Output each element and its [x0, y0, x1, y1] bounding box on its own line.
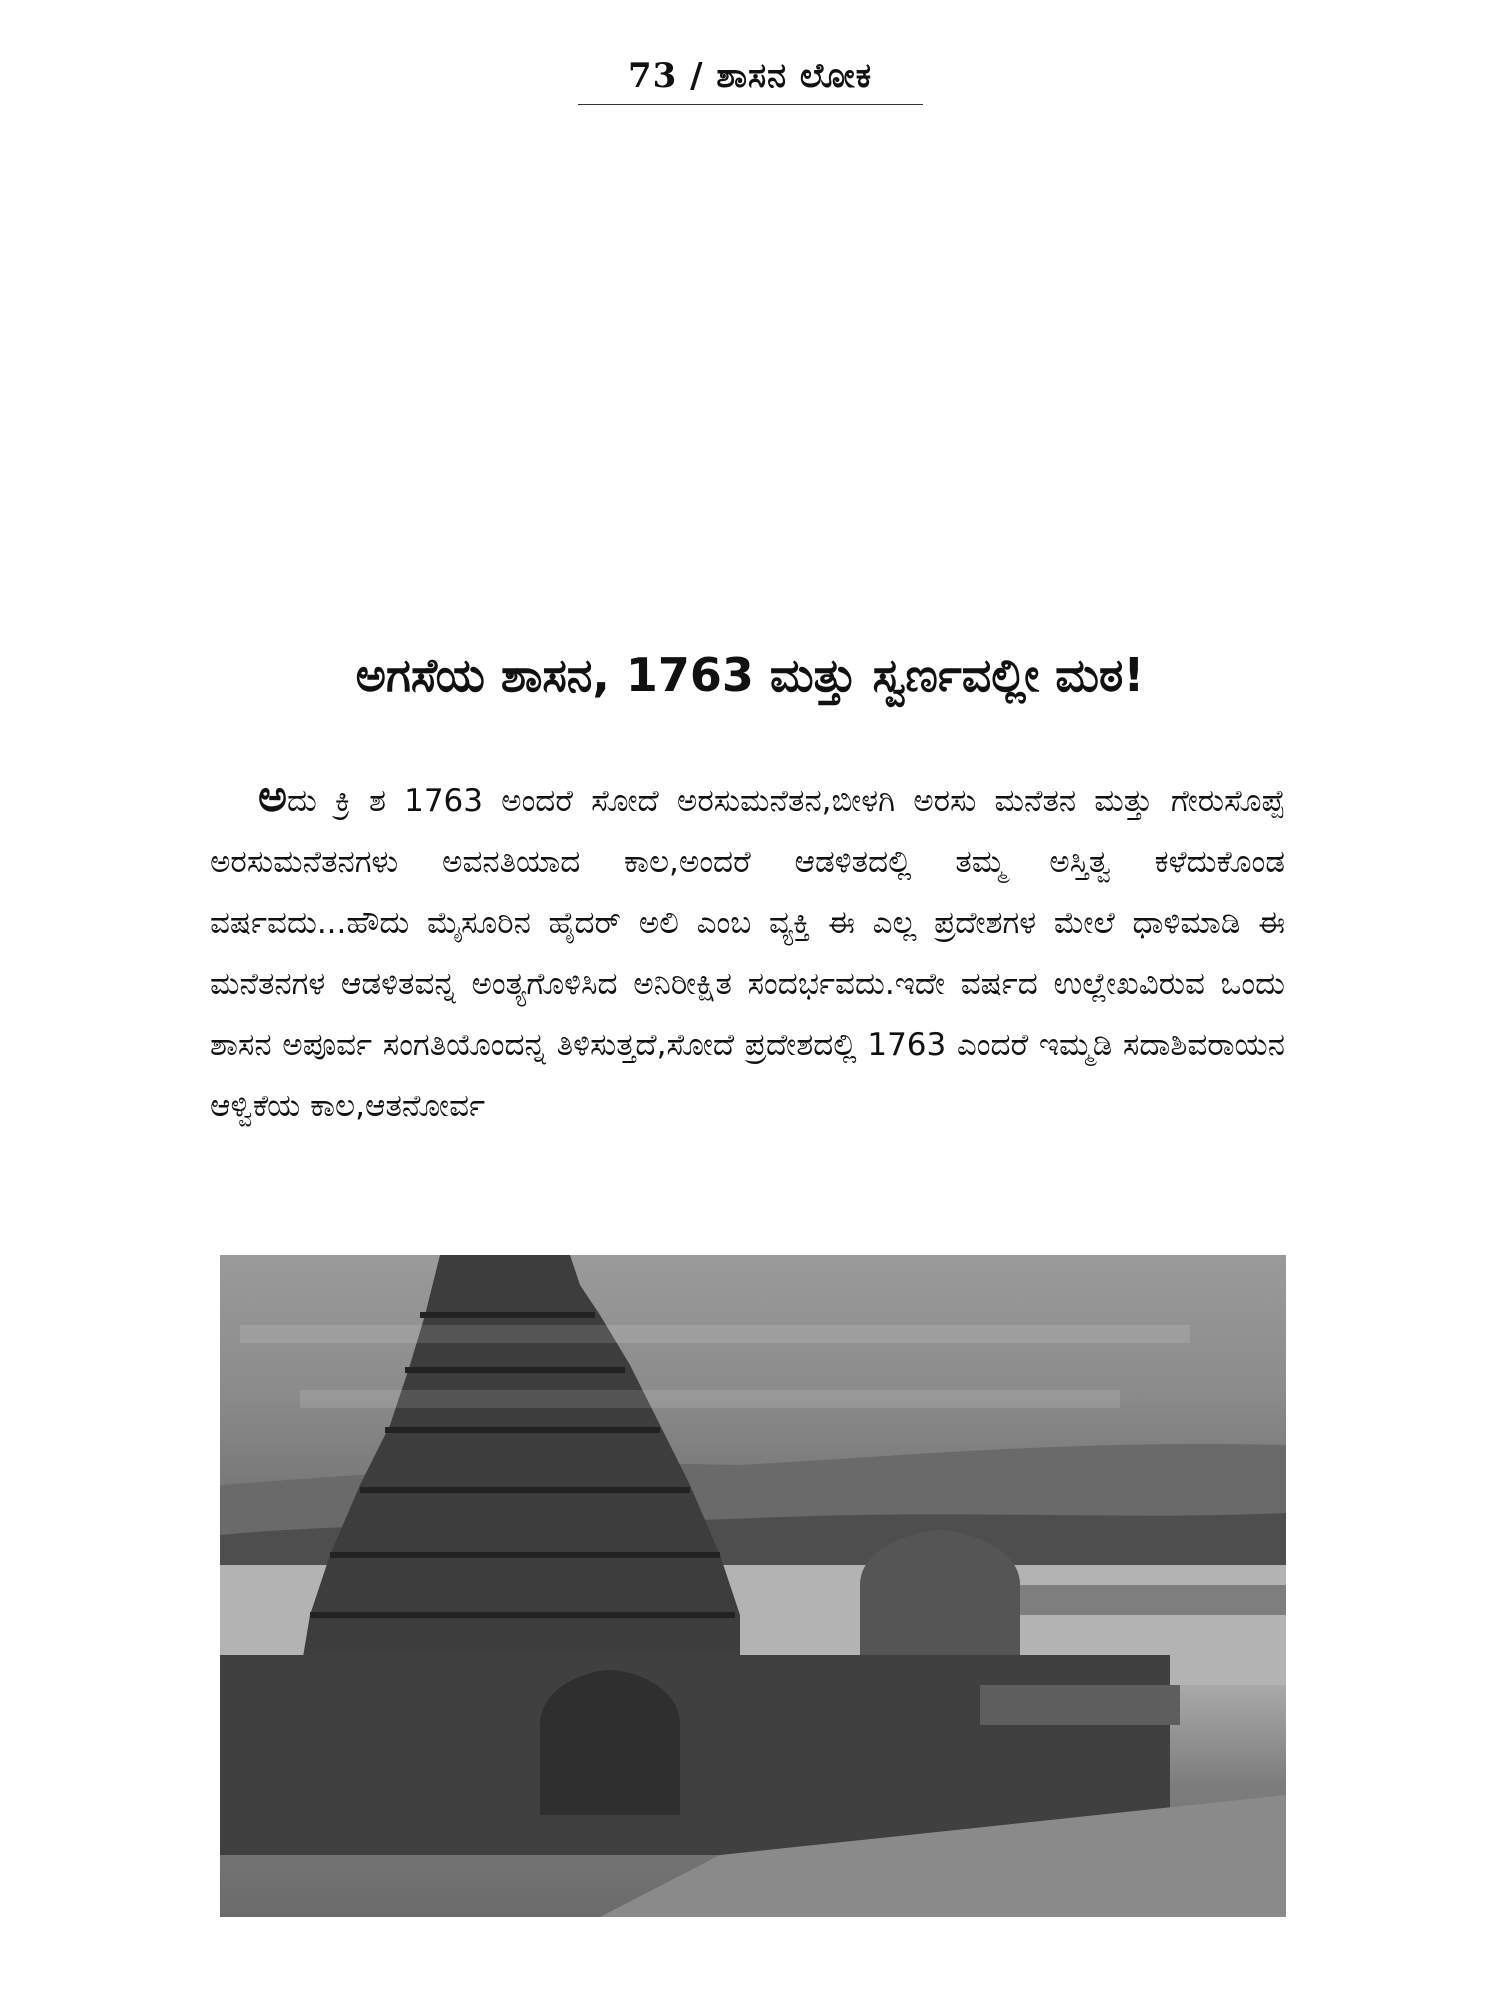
running-head: [580, 52, 920, 100]
header-rule: [578, 104, 923, 105]
temple-photo-drawing: [220, 1255, 1286, 1917]
dropcap: ಅ: [258, 771, 287, 822]
page-number: 73: [627, 56, 678, 96]
book-title: ಶಾಸನ ಲೋಕ: [716, 56, 873, 96]
small-shrine: [540, 1670, 680, 1815]
paragraph: [210, 766, 1285, 1137]
temple-photo: [220, 1255, 1286, 1917]
header-separator: /: [690, 56, 704, 96]
far-bank: [980, 1585, 1286, 1615]
body-text: [210, 766, 1285, 1137]
paragraph-text: ದು ಕ್ರಿ ಶ 1763 ಅಂದರೆ ಸೋದೆ ಅರಸುಮನೆತನ,ಬೀಳಗಿ ಅರಸು ಮನೆತನ ಮತ್ತು ಗೇರುಸೊಪ್ಪೆ ಅರಸುಮನೆತನಗಳು ಅವನತಿಯಾದ ಕಾಲ,ಅಂದರೆ ಆಡಳಿತದಲ್ಲಿ ತಮ್ಮ ಅಸ್ತಿತ್ವ ಕಳೆದುಕೊಂಡ ವರ್ಷವದು...ಹೌದು ಮೈಸೂರಿನ ಹೈದರ್ ಅಲಿ ಎಂಬ ವ್ಯಕ್ತಿ ಈ ಎಲ್ಲ ಪ್ರದೇಶಗಳ ಮೇಲೆ ಧಾಳಿಮಾಡಿ ಈ ಮನೆತನಗಳ ಆಡಳಿತವನ್ನ ಅಂತ್ಯಗೊಳಿಸಿದ ಅನಿರೀಕ್ಷಿತ ಸಂದರ್ಭವದು.ಇದೇ ವರ್ಷದ ಉಲ್ಲೇಖವಿರುವ ಒಂದು ಶಾಸನ ಅಪೂರ್ವ ಸಂಗತಿಯೊಂದನ್ನ ತಿಳಿಸುತ್ತದೆ,ಸೋದೆ ಪ್ರದೇಶದಲ್ಲಿ 1763 ಎಂದರೆ ಇಮ್ಮಡಿ ಸದಾಶಿವರಾಯನ ಆಳ್ವಿಕೆಯ ಕಾಲ,ಆತನೋರ್ವ: [210, 783, 1286, 1124]
shrine-dome: [860, 1530, 1020, 1675]
compound-wall: [980, 1685, 1180, 1725]
chapter-title: ಅಗಸೆಯ ಶಾಸನ, 1763 ಮತ್ತು ಸ್ವರ್ಣವಲ್ಲೀ ಮಠ!: [355, 648, 1145, 702]
bleed-through: [240, 1325, 1190, 1408]
